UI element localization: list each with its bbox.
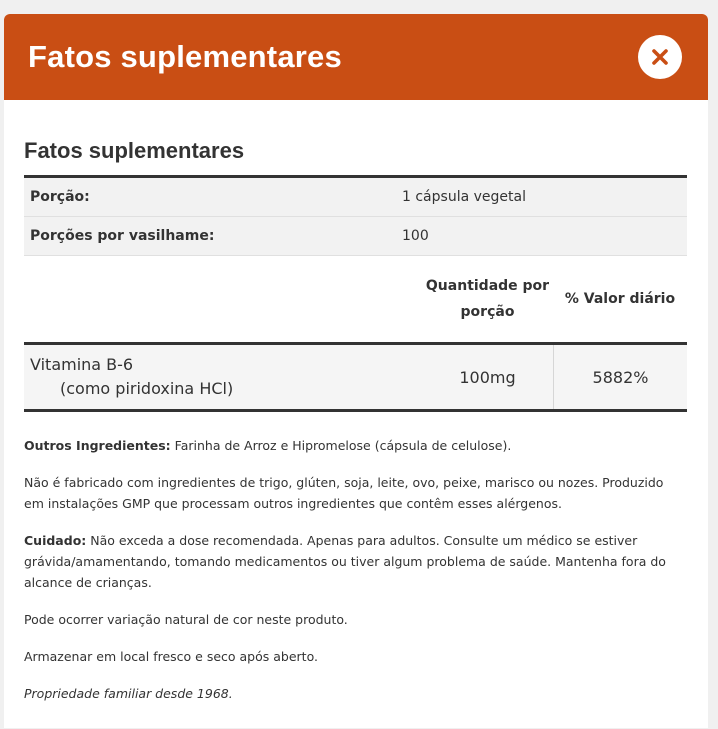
caution-text: Não exceda a dose recomendada. Apenas para adultos. Consulte um médico se estiver grávida/amamentando, tomando medicamentos ou tiver algum problema de saúde. Mantenha fora do alcance de crianças. [24, 533, 666, 590]
modal-body [4, 138, 708, 704]
nutrient-name-main: Vitamina B-6 [30, 355, 134, 374]
servings-per-container-value: 100 [402, 228, 429, 244]
nutrient-name-sub: (como piridoxina HCl) [60, 379, 234, 398]
close-icon [651, 48, 669, 66]
other-ingredients-label: Outros Ingredientes: [24, 438, 171, 453]
product-notes [24, 435, 687, 704]
facts-title: Fatos suplementares [24, 138, 245, 163]
nutrient-table-header [24, 256, 687, 345]
servings-per-container-label: Porções por vasilhame: [30, 228, 215, 244]
nutrient-amount: 100mg [459, 367, 516, 387]
amount-per-serving-header [422, 273, 553, 325]
daily-value-header: % Valor diário [564, 291, 676, 307]
family-owned-note: Propriedade familiar desde 1968. [24, 686, 233, 701]
storage-note: Armazenar em local fresco e seco após aberto. [24, 649, 318, 664]
modal-title: Fatos suplementares [28, 39, 342, 74]
caution-label: Cuidado: [24, 533, 87, 548]
servings-per-container-row [24, 217, 687, 256]
amount-header-line2: porção [460, 304, 515, 320]
nutrient-name [24, 345, 422, 409]
color-variation-note: Pode ocorrer variação natural de cor neste produto. [24, 612, 348, 627]
other-ingredients [24, 435, 687, 456]
serving-size-value: 1 cápsula vegetal [402, 189, 526, 205]
other-ingredients-text: Farinha de Arroz e Hipromelose (cápsula de celulose). [170, 438, 512, 453]
nutrient-row [24, 345, 687, 412]
close-button[interactable] [638, 35, 682, 79]
allergen-statement: Não é fabricado com ingredientes de trigo, glúten, soja, leite, ovo, peixe, marisco ou nozes. Produzido em instalações GMP que processam outros ingredientes que contêm esses alérgenos. [24, 475, 664, 511]
serving-size-label: Porção: [30, 189, 90, 205]
nutrient-daily-value: 5882% [553, 345, 687, 409]
caution-statement [24, 530, 687, 593]
supplement-facts-modal [4, 14, 708, 728]
modal-header [4, 14, 708, 100]
serving-size-row [24, 178, 687, 217]
amount-header-line1: Quantidade por [425, 278, 550, 294]
serving-table [24, 175, 687, 256]
